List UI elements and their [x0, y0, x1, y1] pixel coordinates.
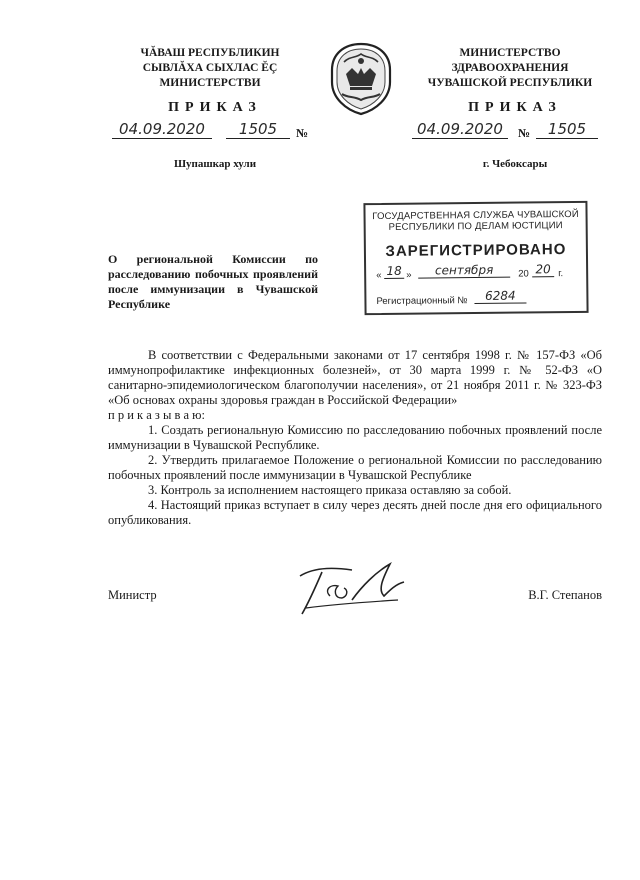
body-item: 1. Создать региональную Комиссию по расследованию побочных проявлений после иммунизации в Чувашской Республике. — [108, 423, 602, 452]
body-item: 4. Настоящий приказ вступает в силу через десять дней после дня его официального опубликования. — [108, 498, 602, 527]
stamp-quote-open: « — [376, 269, 382, 282]
right-ministry-line: МИНИСТЕРСТВО — [459, 47, 561, 59]
document-title: О региональной Комиссии по расследованию побочных проявлений после иммунизации в Чувашской Республике — [108, 252, 318, 311]
left-ministry-line: МИНИСТЕРСТВИ — [159, 77, 261, 89]
left-ministry-name — [100, 46, 320, 91]
right-date-handwritten: 04.09.2020 — [412, 120, 508, 139]
stamp-reg-number-handwritten: 6284 — [474, 288, 526, 304]
right-number-handwritten: 1505 — [536, 120, 598, 139]
left-order-word: ПРИКАЗ — [168, 100, 262, 115]
stamp-org-line: РЕСПУБЛИКИ ПО ДЕЛАМ ЮСТИЦИИ — [388, 220, 563, 233]
body-item: 3. Контроль за исполнением настоящего приказа оставляю за собой. — [148, 483, 512, 497]
stamp-year-suffix: г. — [558, 268, 564, 280]
left-ministry-line: СЫВЛĂХА СЫХЛАС ĔÇ — [142, 62, 278, 74]
stamp-month-handwritten: сентября — [418, 263, 510, 279]
signature-name: В.Г. Степанов — [528, 588, 602, 602]
stamp-quote-close: » — [406, 269, 412, 281]
right-place: г. Чебоксары — [482, 158, 548, 170]
stamp-day-handwritten: 18 — [384, 264, 404, 279]
handwritten-signature-icon — [286, 556, 416, 620]
left-ministry-line: ЧĂВАШ РЕСПУБЛИКИН — [140, 47, 280, 59]
right-number-sign: № — [518, 126, 531, 140]
body-orders-word: п р и к а з ы в а ю: — [108, 408, 205, 422]
stamp-date-row — [366, 262, 586, 286]
right-ministry-name — [400, 46, 620, 91]
left-place: Шупашкар хули — [173, 158, 257, 170]
stamp-registered-text: ЗАРЕГИСТРИРОВАНО — [385, 241, 567, 260]
body-item: 2. Утвердить прилагаемое Положение о региональной Комиссии по расследованию побочных проявлений после иммунизации в Чувашской Республике — [108, 453, 602, 482]
left-number-sign: № — [296, 126, 309, 140]
stamp-year-prefix: 20 — [518, 268, 529, 280]
left-date-handwritten: 04.09.2020 — [112, 120, 212, 139]
document-body — [108, 348, 602, 528]
right-date-row — [412, 120, 612, 144]
body-intro: В соответствии с Федеральными законами от 17 сентября 1998 г. № 157-ФЗ «Об иммунопрофилактике инфекционных болезней», от 30 марта 1999 г. № 52-ФЗ «О санитарно-эпидемиологическом благополучии населения», от 21 ноября 2011 г. № 323-ФЗ «Об основах охраны здоровья граждан в Российской Федерации» — [108, 348, 602, 407]
stamp-reg-label: Регистрационный № — [376, 295, 468, 308]
stamp-org-line: ГОСУДАРСТВЕННАЯ СЛУЖБА ЧУВАШСКОЙ — [372, 208, 579, 223]
registration-stamp — [363, 201, 588, 315]
left-date-row — [112, 120, 322, 144]
right-ministry-line: ЗДРАВООХРАНЕНИЯ — [451, 62, 569, 74]
left-number-handwritten: 1505 — [226, 120, 290, 139]
chuvash-republic-emblem-icon — [326, 40, 396, 116]
signature-position: Министр — [108, 588, 157, 602]
stamp-year-handwritten: 20 — [532, 262, 554, 277]
stamp-reg-row — [366, 288, 586, 310]
right-order-word: ПРИКАЗ — [468, 100, 562, 115]
right-ministry-line: ЧУВАШСКОЙ РЕСПУБЛИКИ — [427, 77, 593, 89]
